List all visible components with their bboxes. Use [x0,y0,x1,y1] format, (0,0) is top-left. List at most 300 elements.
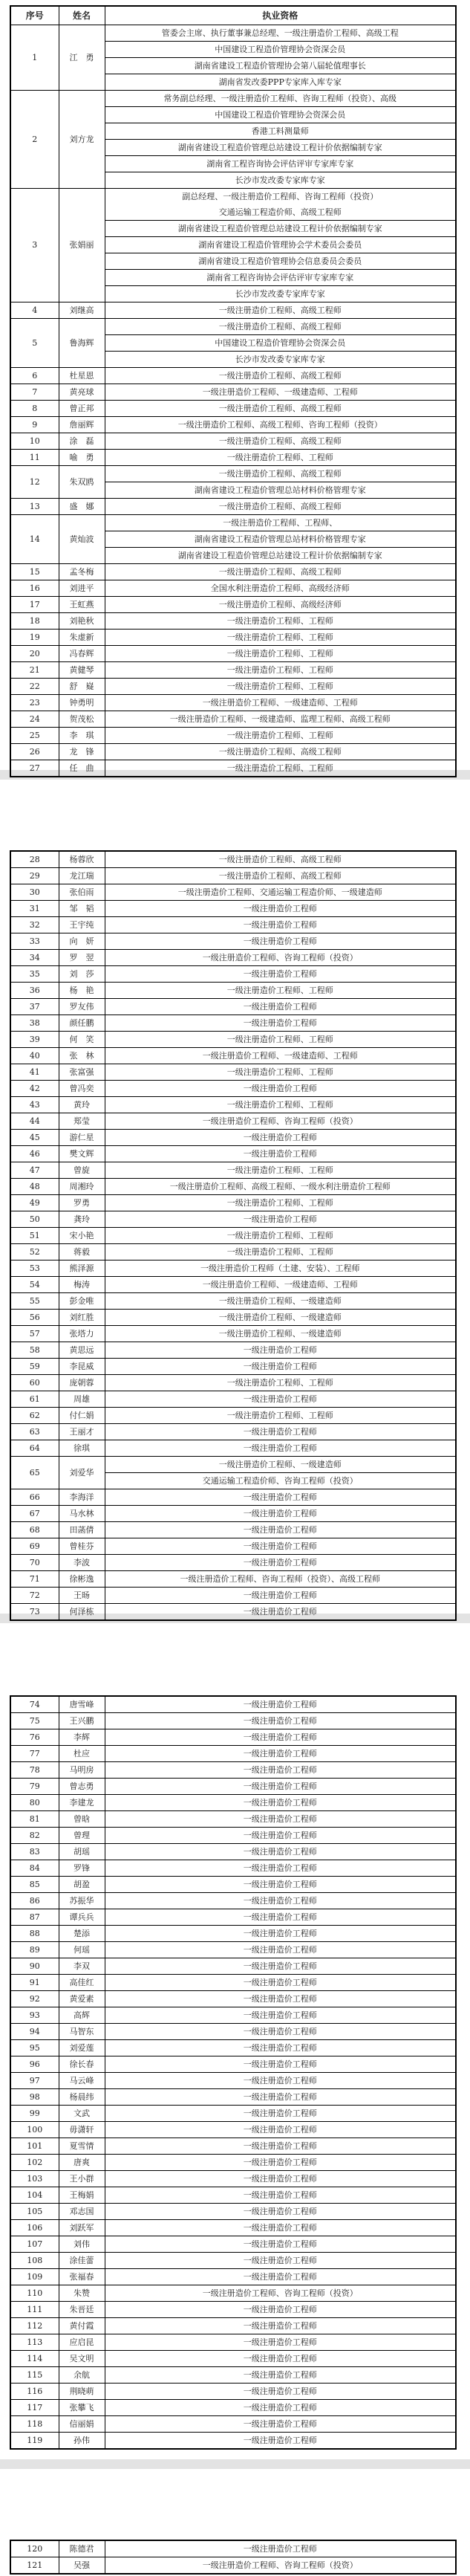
row-number: 88 [10,1926,59,1942]
qualification-line: 一级注册造价工程师、高级工程师 [218,436,342,446]
qualification-cell [105,630,456,646]
qualification-line: 一级注册造价工程师 [243,1814,317,1824]
qualification-line: 长沙市发改委专家库专家 [235,289,325,299]
person-name: 徐琪 [59,1440,105,1457]
person-name: 唐雪峰 [59,1696,105,1713]
row-number: 44 [10,1113,59,1130]
person-name: 孟冬梅 [59,564,105,580]
person-name: 李双 [59,1958,105,1975]
qualification-cell [105,868,456,884]
qualification-cell [105,1713,456,1729]
qualification-line: 一级注册造价工程师 [243,1002,317,1012]
table-row [10,1991,456,2007]
qualification-line: 一级注册造价工程师 [243,1863,317,1873]
qualification-cell [105,1211,456,1228]
table-row [10,597,456,613]
qualification-line: 一级注册造价工程师 [243,2305,317,2314]
table-row [10,1958,456,1975]
qualification-line: 一级注册造价工程师、高级工程师、咨询工程师（投资） [177,420,382,430]
qualification-cell [105,728,456,744]
table-row [10,2220,456,2236]
table-row [10,1762,456,1779]
table-row [10,2540,456,2557]
person-name: 颜任鹏 [59,1015,105,1032]
person-name: 黄爱素 [59,1991,105,2007]
qualification-cell [105,1342,456,1359]
qualification-line: 湖南省发改委PPP专家库入库专家 [218,77,342,87]
qualification-cell [105,2433,456,2450]
person-name: 付仁娟 [59,1408,105,1424]
person-name: 高佳红 [59,1975,105,1991]
qualification-cell [105,679,456,695]
table-row [10,1162,456,1179]
person-name: 吴强 [59,2557,105,2575]
row-number: 28 [10,851,59,868]
table-row [10,2269,456,2285]
table-row [10,983,456,999]
table-row [10,917,456,933]
qualification-cell [105,983,456,999]
qualification-line: 一级注册造价工程师 [243,1765,317,1775]
qualification-cell [105,1877,456,1893]
row-number: 97 [10,2073,59,2089]
person-name: 毋潇轩 [59,2122,105,2138]
row-number: 103 [10,2171,59,2187]
qualification-line: 一级注册造价工程师、高级经济师 [218,600,342,609]
qualification-line: 一级注册造价工程师 [243,2223,317,2233]
row-number: 22 [10,679,59,695]
qualification-cell [105,302,456,319]
qualification-line: 一级注册造价工程师、工程师 [226,1378,333,1388]
qualification-cell [105,515,456,564]
row-number: 102 [10,2155,59,2171]
person-name: 苏振华 [59,1893,105,1909]
qualification-cell [105,2155,456,2171]
row-number: 41 [10,1064,59,1081]
table-row [10,2351,456,2367]
table-row [10,950,456,966]
person-name: 王小群 [59,2171,105,2187]
row-number: 17 [10,597,59,613]
table-row [10,450,456,466]
row-number: 96 [10,2056,59,2073]
table-row [10,1571,456,1588]
table-row [10,2400,456,2416]
table-row [10,2122,456,2138]
qualification-cell [105,2236,456,2253]
qualification-cell [105,901,456,917]
qualification-cell [105,1522,456,1538]
person-name: 应启昆 [59,2334,105,2351]
qualification-cell [105,1081,456,1097]
person-name: 荆晓萌 [59,2384,105,2400]
qualification-cell [105,1604,456,1621]
qualification-cell [105,1958,456,1975]
row-number: 7 [10,384,59,401]
row-number: 2 [10,91,59,189]
qualification-cell [105,1795,456,1811]
qualification-line: 一级注册造价工程师 [243,2544,317,2554]
qualification-cell [105,1538,456,1555]
table-row [10,1440,456,1457]
person-name: 朱虚新 [59,630,105,646]
row-number: 95 [10,2040,59,2056]
qualification-cell [105,2416,456,2433]
row-number: 33 [10,933,59,950]
qualification-cell [105,450,456,466]
person-name: 李 琪 [59,728,105,744]
person-name: 何泽栋 [59,1604,105,1621]
table-row [10,1975,456,1991]
row-number: 26 [10,744,59,760]
qualification-cell [105,662,456,679]
person-name: 马智东 [59,2024,105,2040]
row-number: 113 [10,2334,59,2351]
person-name: 李建龙 [59,1795,105,1811]
qualification-cell [105,2367,456,2384]
table-row [10,901,456,917]
table-row [10,662,456,679]
qualification-cell [105,1391,456,1408]
person-name: 周雄 [59,1391,105,1408]
table-row [10,1942,456,1958]
person-name: 张娟丽 [59,189,105,302]
qualification-cell [105,1457,456,1489]
table-row [10,564,456,580]
row-number: 3 [10,189,59,302]
qualification-line: 一级注册造价工程师 [243,2027,317,2036]
person-name: 杨蓉欣 [59,851,105,868]
table-row [10,1522,456,1538]
person-name: 黄付霞 [59,2318,105,2334]
row-number: 46 [10,1146,59,1162]
person-name: 钟勇明 [59,695,105,711]
row-number: 116 [10,2384,59,2400]
qualification-cell [105,1844,456,1860]
row-number: 32 [10,917,59,933]
person-name: 马水林 [59,1506,105,1522]
column-header-name: 姓名 [59,6,105,25]
qualification-line: 湖南省建设工程造价管理协会信息委员会委员 [105,253,456,270]
row-number: 61 [10,1391,59,1408]
qualification-cell [105,1909,456,1926]
qualification-line: 一级注册造价工程师 [243,2190,317,2200]
qualification-line: 一级注册造价工程师 [243,2109,317,2118]
table-row [10,1893,456,1909]
qualification-line: 一级注册造价工程师 [243,936,317,946]
row-number: 36 [10,983,59,999]
qualification-cell [105,2089,456,2106]
qualification-cell [105,1893,456,1909]
qualification-cell [105,2302,456,2318]
row-number: 118 [10,2416,59,2433]
person-name: 张 林 [59,1048,105,1064]
qualification-line: 一级注册造价工程师、高级工程师 [218,502,342,511]
qualification-line: 一级注册造价工程师、一级建造师、工程师 [202,1051,358,1061]
qualification-line: 一级注册造价工程师、工程师 [226,731,333,740]
qualification-line: 一级注册造价工程师 [243,1961,317,1971]
qualification-cell [105,2220,456,2236]
qualification-cell [105,695,456,711]
row-number: 93 [10,2007,59,2024]
qualification-line: 常务副总经理、一级注册造价工程师、咨询工程师（投资）、高级 [105,91,456,107]
row-number: 111 [10,2302,59,2318]
qualification-line: 香港工料测量师 [105,123,456,140]
qualification-line: 一级注册造价工程师（土建、安装）、工程师 [200,1263,360,1273]
person-name: 熊泽源 [59,1261,105,1277]
qualification-cell [105,2334,456,2351]
qualification-cell [105,2269,456,2285]
qualification-line: 一级注册造价工程师 [243,1831,317,1840]
qualification-cell [105,1179,456,1195]
qualification-cell [105,2384,456,2400]
qualification-cell [105,1375,456,1391]
row-number: 106 [10,2220,59,2236]
person-name: 涂 磊 [59,433,105,450]
qualification-cell [105,884,456,901]
qualification-line: 一级注册造价工程师 [243,2337,317,2347]
qualification-line: 一级注册造价工程师、高级工程师 [218,567,342,577]
person-name: 曾旋 [59,1162,105,1179]
qualification-line: 一级注册造价工程师 [243,1607,317,1617]
person-name: 龚玲 [59,1211,105,1228]
qualification-line: 一级注册造价工程师 [243,1700,317,1709]
table-row [10,319,456,368]
qualification-cell [105,2253,456,2269]
person-name: 唐爽 [59,2155,105,2171]
qualification-cell [105,1032,456,1048]
person-name: 黄思远 [59,1342,105,1359]
qualification-line: 一级注册造价工程师 [243,1749,317,1758]
table-row [10,868,456,884]
table-row [10,466,456,499]
qualification-cell [105,1048,456,1064]
row-number: 48 [10,1179,59,1195]
person-name: 刘继高 [59,302,105,319]
person-name: 黄玲 [59,1097,105,1113]
table-row [10,1746,456,1762]
row-number: 21 [10,662,59,679]
qualification-line: 一级注册造价工程师 [243,1994,317,2004]
qualification-line: 一级注册造价工程师 [243,2092,317,2102]
qualification-line: 一级注册造价工程师、工程师 [226,649,333,658]
row-number: 98 [10,2089,59,2106]
qualification-cell [105,1293,456,1310]
qualification-cell [105,368,456,384]
person-name: 曾冯奕 [59,1081,105,1097]
table-row [10,2557,456,2575]
row-number: 89 [10,1942,59,1958]
table-row [10,1375,456,1391]
qualification-line: 中国建设工程造价管理协会资深会员 [105,107,456,123]
qualification-cell [105,2318,456,2334]
row-number: 47 [10,1162,59,1179]
person-name: 谭兵兵 [59,1909,105,1926]
qualification-line: 一级注册造价工程师 [243,2010,317,2020]
qualification-cell [105,1762,456,1779]
person-name: 吴文明 [59,2351,105,2367]
row-number: 29 [10,868,59,884]
table-row [10,1244,456,1261]
qualification-line: 一级注册造价工程师、工程师 [226,1165,333,1175]
qualification-cell [105,1162,456,1179]
qualification-cell [105,933,456,950]
qualification-line: 一级注册造价工程师、高级工程师 [218,855,342,864]
person-name: 张攀飞 [59,2400,105,2416]
qualification-line: 一级注册造价工程师、工程师 [226,763,333,773]
table-row [10,613,456,630]
row-number: 20 [10,646,59,662]
table-row [10,2433,456,2450]
qualification-cell [105,1440,456,1457]
qualification-line: 一级注册造价工程师、工程师 [226,616,333,626]
row-number: 75 [10,1713,59,1729]
qualification-cell [105,2351,456,2367]
qualification-line: 一级注册造价工程师、工程师 [226,632,333,642]
person-name: 李昆威 [59,1359,105,1375]
table-row [10,1926,456,1942]
row-number: 76 [10,1729,59,1746]
row-number: 84 [10,1860,59,1877]
row-number: 56 [10,1310,59,1326]
qualification-line: 一级注册造价工程师 [243,1492,317,1502]
row-number: 13 [10,499,59,515]
row-number: 91 [10,1975,59,1991]
qualification-line: 一级注册造价工程师 [243,1896,317,1906]
table-row [10,1277,456,1293]
qualification-line: 一级注册造价工程师、一级建造师、工程师 [202,1280,358,1289]
row-number: 78 [10,1762,59,1779]
row-number: 67 [10,1506,59,1522]
table-row [10,25,456,91]
qualification-line: 一级注册造价工程师、咨询工程师（投资） [202,1116,358,1126]
person-name: 何瑶 [59,1942,105,1958]
qualification-line: 湖南省工程咨询协会评估评审专家库专家 [105,270,456,286]
qualification-cell [105,1277,456,1293]
qualification-cell [105,950,456,966]
qualification-line: 一级注册造价工程师、工程师 [226,665,333,675]
row-number: 58 [10,1342,59,1359]
row-number: 8 [10,401,59,417]
qualification-cell [105,1146,456,1162]
row-number: 65 [10,1457,59,1489]
qualification-cell [105,499,456,515]
qualification-line: 一级注册造价工程师 [243,1732,317,1742]
qualification-cell [105,2285,456,2302]
row-number: 55 [10,1293,59,1310]
row-number: 39 [10,1032,59,1048]
qualification-cell [105,711,456,728]
qualification-line: 一级注册造价工程师 [243,1847,317,1857]
person-name: 胡盈 [59,1877,105,1893]
qualification-cell [105,564,456,580]
table-row [10,1860,456,1877]
qualification-line: 一级注册造价工程师 [243,1541,317,1551]
table-row [10,1130,456,1146]
qualification-line: 一级注册造价工程师、高级工程师 [218,371,342,381]
qualification-line: 一级注册造价工程师 [243,1978,317,1987]
qualification-cell [105,2040,456,2056]
person-name: 李海洋 [59,1489,105,1506]
table-row [10,1588,456,1604]
qualification-cell [105,1489,456,1506]
row-number: 15 [10,564,59,580]
qualification-line: 一级注册造价工程师 [243,2370,317,2380]
person-name: 杨 艳 [59,983,105,999]
qualification-cell [105,2400,456,2416]
person-name: 胡瑶 [59,1844,105,1860]
table-row [10,2073,456,2089]
person-name: 田菡倩 [59,1522,105,1538]
qualification-line: 一级注册造价工程师 [243,2076,317,2085]
qualification-line: 长沙市发改委专家库专家 [235,175,325,185]
person-name: 贺茂松 [59,711,105,728]
qualification-cell [105,1991,456,2007]
qualification-line: 一级注册造价工程师、一级建造师、工程师 [202,698,358,708]
qualification-cell [105,1975,456,1991]
table-row [10,1146,456,1162]
row-number: 63 [10,1424,59,1440]
qualification-line: 一级注册造价工程师 [243,2354,317,2363]
person-name: 罗 翌 [59,950,105,966]
qualification-cell [105,1261,456,1277]
person-name: 庞朝蓉 [59,1375,105,1391]
table-row [10,417,456,433]
table-row [10,646,456,662]
qualification-line: 一级注册造价工程师、高级工程师 [218,747,342,757]
qualification-line: 一级注册造价工程师、高级工程师 [218,404,342,413]
qualification-cell [105,1729,456,1746]
table-row [10,851,456,868]
person-name: 余航 [59,2367,105,2384]
row-number: 81 [10,1811,59,1828]
qualification-line: 湖南省建设工程造价管理总站建设工程计价依据编制专家 [177,551,382,560]
table-row [10,1555,456,1571]
table-row [10,2318,456,2334]
qualification-line: 交通运输工程造价师、咨询工程师（投资） [202,1476,358,1486]
table-row [10,1359,456,1375]
qualification-cell [105,580,456,597]
qualification-line: 一级注册造价工程师 [243,1133,317,1142]
table-row [10,2236,456,2253]
table-row [10,401,456,417]
person-name: 刘 莎 [59,966,105,983]
qualification-line: 一级注册造价工程师、咨询工程师（投资）、高级工程师 [180,1574,380,1584]
person-name: 夏雪情 [59,2138,105,2155]
qualification-line: 一级注册造价工程师 [243,2207,317,2216]
table-row [10,2302,456,2318]
table-row [10,1844,456,1860]
person-name: 张塔力 [59,1326,105,1342]
row-number: 79 [10,1779,59,1795]
qualification-line: 一级注册造价工程师 [243,2386,317,2396]
row-number: 94 [10,2024,59,2040]
qualification-line: 一级注册造价工程师 [243,1716,317,1726]
table-row [10,1195,456,1211]
person-name: 龙 锋 [59,744,105,760]
table-row [10,2155,456,2171]
row-number: 80 [10,1795,59,1811]
qualification-line: 长沙市发改委专家库专家 [235,355,325,364]
person-name: 龙江瑞 [59,868,105,884]
person-name: 张伯雨 [59,884,105,901]
qualification-cell [105,999,456,1015]
table-row [10,2285,456,2302]
row-number: 5 [10,319,59,368]
qualification-cell [105,2007,456,2024]
table-row [10,2040,456,2056]
qualification-cell [105,1860,456,1877]
